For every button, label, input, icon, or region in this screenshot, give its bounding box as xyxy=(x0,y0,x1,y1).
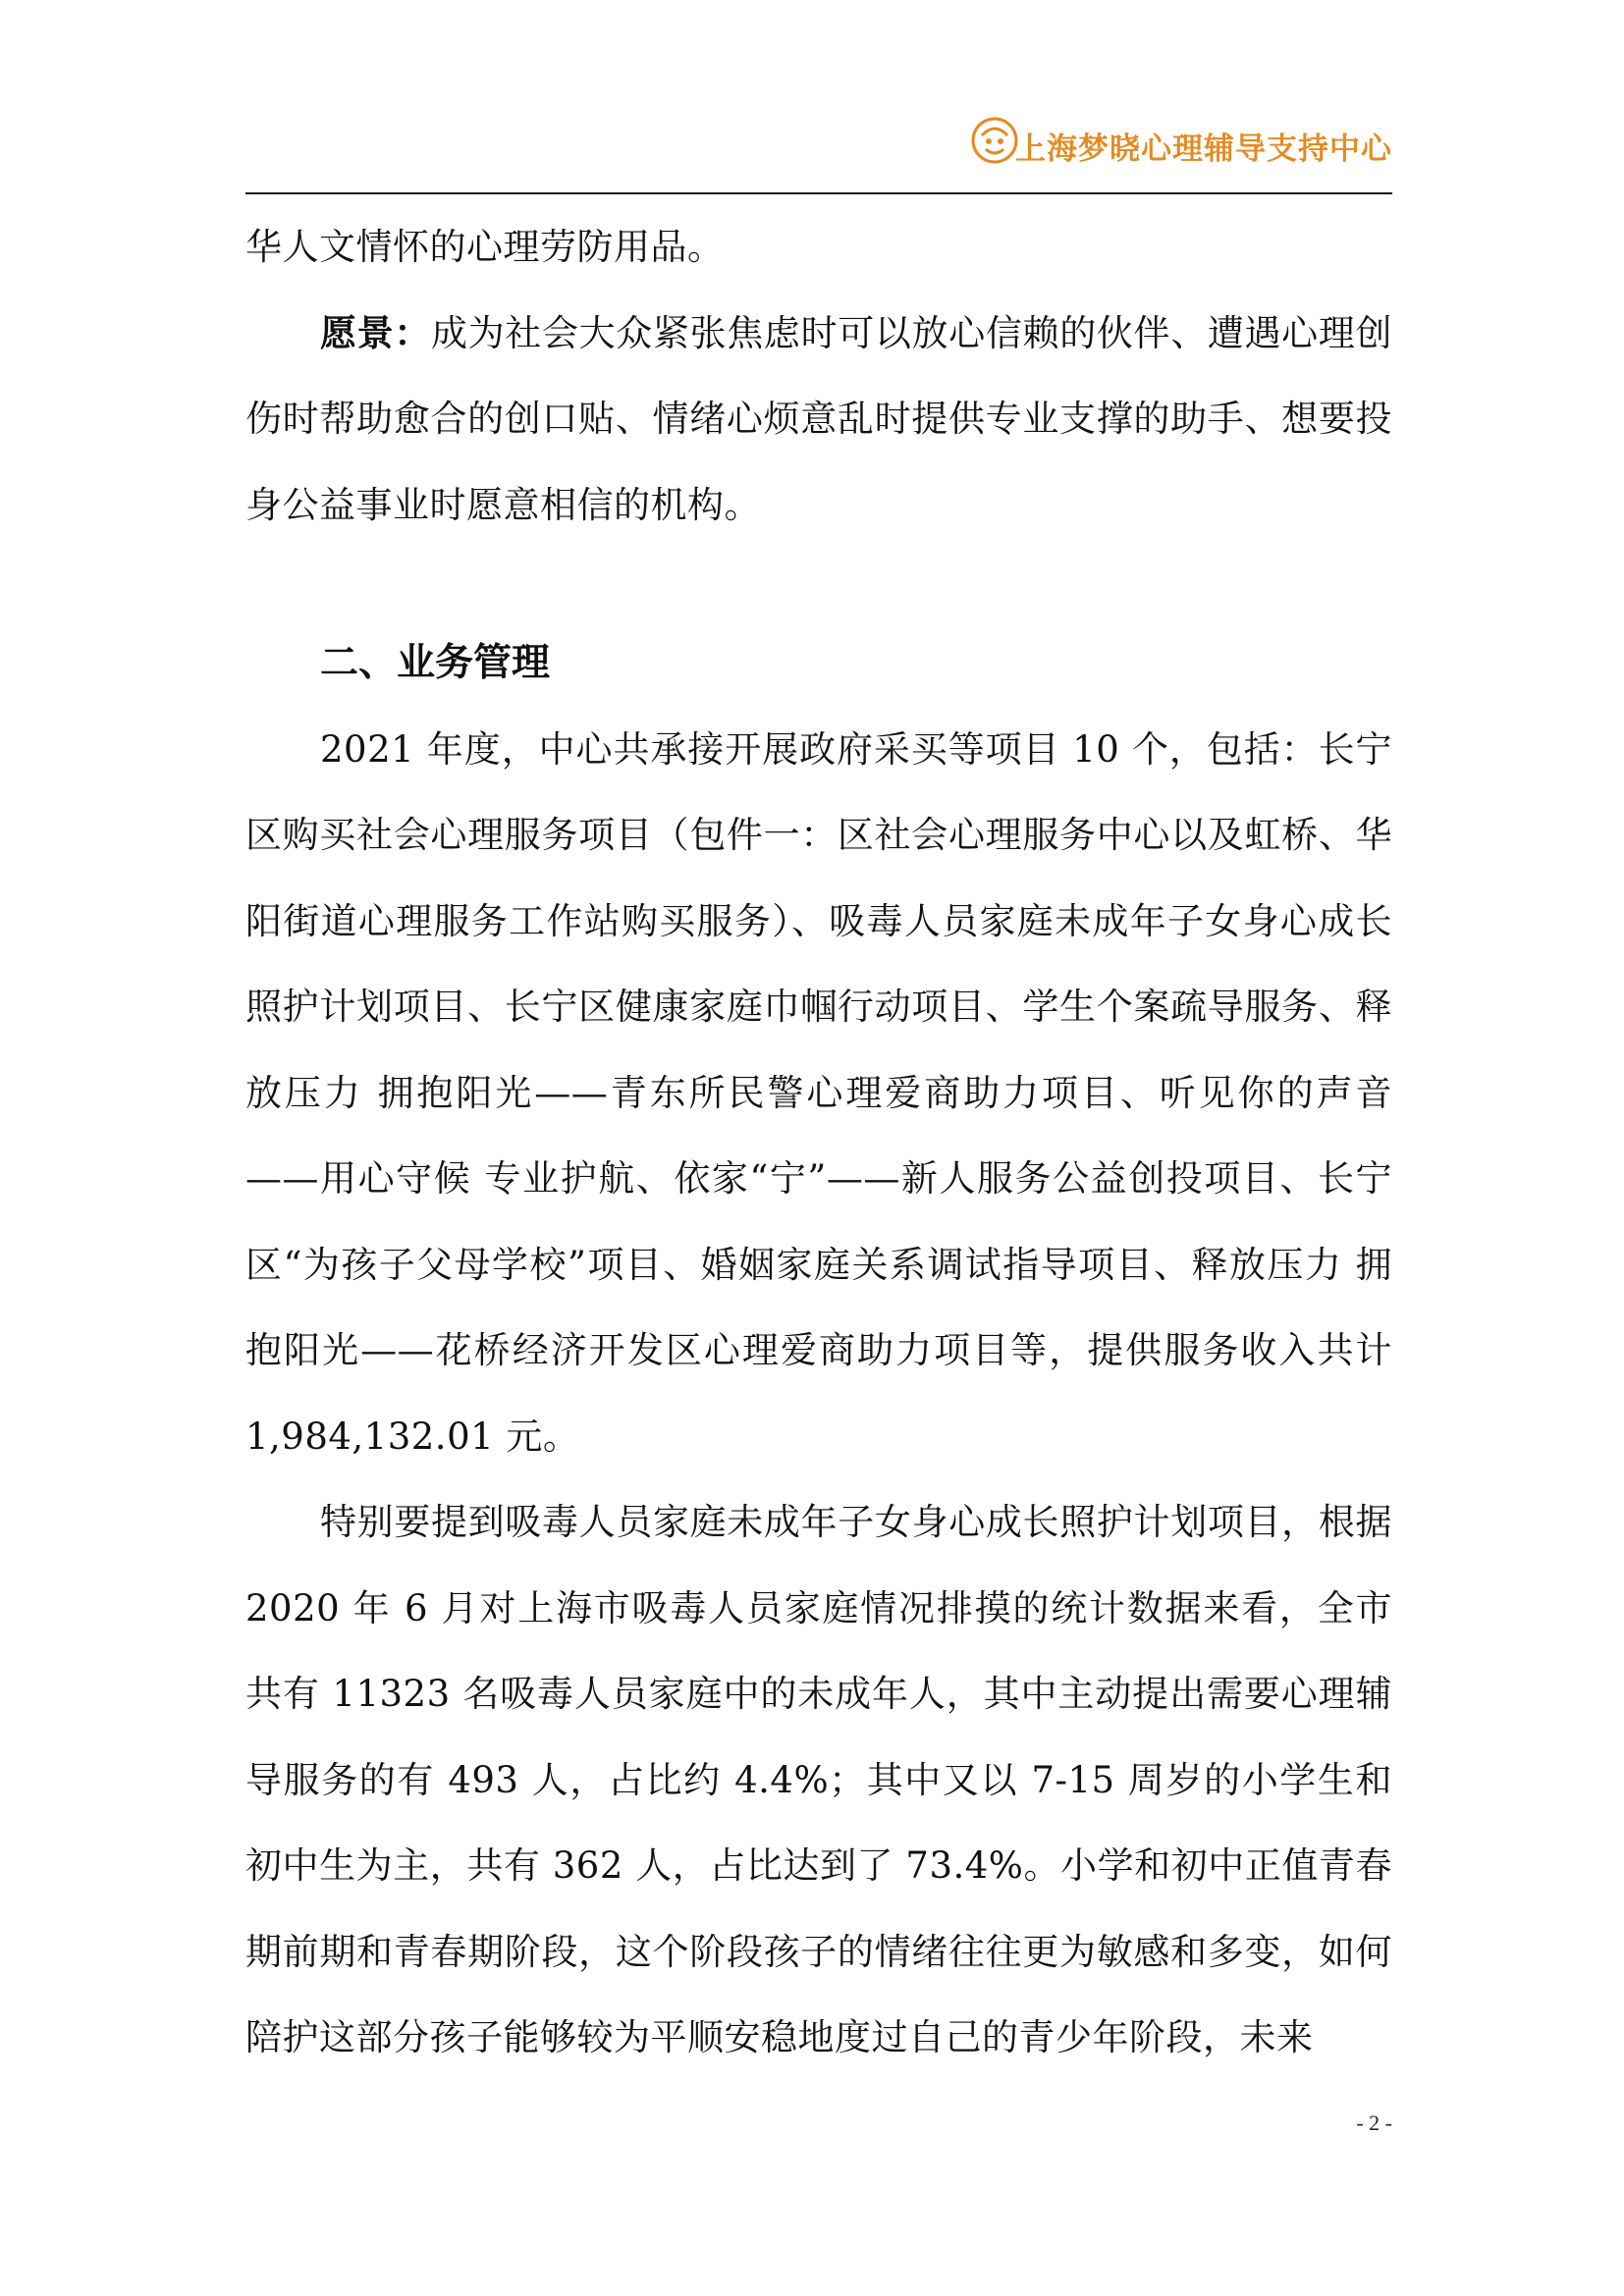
vision-paragraph xyxy=(245,291,1392,549)
page-header xyxy=(245,110,1392,190)
page-number: - 2 - xyxy=(1356,2110,1392,2135)
section-heading: 二、业务管理 xyxy=(320,641,551,685)
organization-name: 上海梦晓心理辅导支持中心 xyxy=(1015,132,1392,167)
paragraph-continued: 华人文情怀的心理劳防用品。 xyxy=(245,226,725,268)
section-spacer xyxy=(245,548,1392,620)
vision-label: 愿景： xyxy=(320,311,431,354)
business-paragraph: 2021 年度，中心共承接开展政府采买等项目 10 个，包括：长宁区购买社会心理服务项目（包件一：区社会心理服务中心以及虹桥、华阳街道心理服务工作站购买服务）、吸毒人员家庭未成年子女身心成长照护计划项目、长宁区健康家庭巾帼行动项目、学生个案疏导服务、释放压力 拥抱阳光——青东所民警心理爱商助力项目、听见你的声音——用心守候 专业护航、依家“宁”——新人服务公益创投项目、长宁区“为孩子父母学校”项目、婚姻家庭关系调试指导项目、释放压力 拥抱阳光——花桥经济开发区心理爱商助力项目等，提供服务收入共计 1,984,132.01 元。 xyxy=(245,727,1392,1458)
special-project-paragraph: 特别要提到吸毒人员家庭未成年子女身心成长照护计划项目，根据 2020 年 6 月对上海市吸毒人员家庭情况排摸的统计数据来看，全市共有 11323 名吸毒人员家庭中的未成年人，其中主动提出需要心理辅导服务的有 493 人，占比约 4.4%；其中又以 7-15 周岁的小学生和初中生为主，共有 362 人，占比达到了 73.4%。小学和初中正值青春期前期和青春期阶段，这个阶段孩子的情绪往往更为敏感和多变，如何陪护这部分孩子能够较为平顺安稳地度过自己的青少年阶段，未来 xyxy=(245,1501,1392,2058)
vision-text: 成为社会大众紧张焦虑时可以放心信赖的伙伴、遭遇心理创伤时帮助愈合的创口贴、情绪心烦意乱时提供专业支撑的助手、想要投身公益事业时愿意相信的机构。 xyxy=(245,311,1393,526)
mengxiao-logo-icon xyxy=(970,116,1019,165)
header-divider xyxy=(245,192,1392,194)
document-body xyxy=(245,204,1392,2081)
